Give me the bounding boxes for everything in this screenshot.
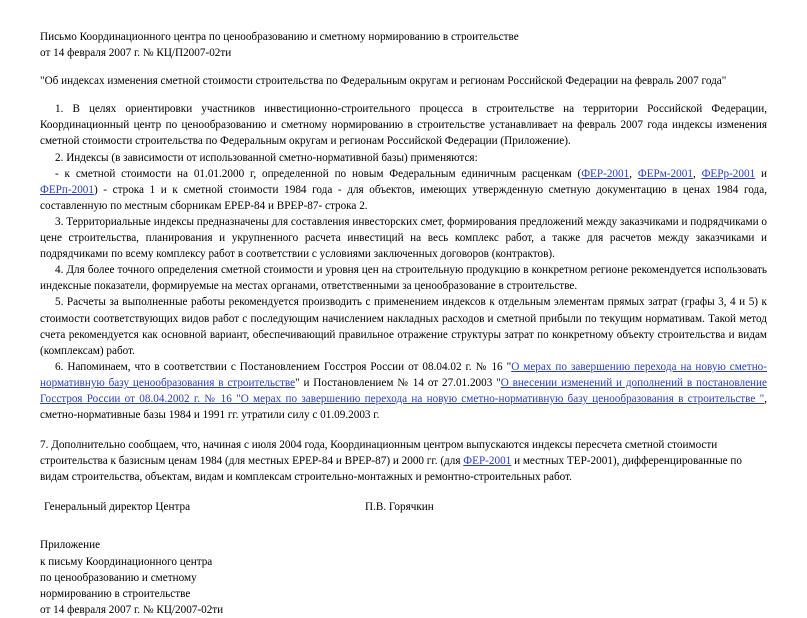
- link-gosstroy-resolution-14[interactable]: О внесении изменений и дополнений в постановление Госстроя России от 08.04.2002 г. № 16 "О мерах по завершению перехода на новую сметно-нормативную базу ценообразования в строительстве ": [40, 376, 767, 405]
- appendix-line: нормированию в строительстве: [40, 587, 191, 600]
- appendix-block: [40, 537, 767, 617]
- paragraph-6: [40, 359, 767, 423]
- p2a-separator: ,: [692, 167, 702, 180]
- appendix-line: Приложение: [40, 539, 101, 552]
- link-ferm-2001[interactable]: ФЕРм-2001: [637, 167, 693, 180]
- appendix-line: к письму Координационного центра: [40, 555, 213, 568]
- appendix-line: по ценообразованию и сметному: [40, 571, 197, 584]
- paragraph-7: [40, 437, 767, 485]
- p6-text: " и Постановлением № 14 от 27.01.2003 ": [295, 376, 501, 389]
- p6-text: 6. Напоминаем, что в соответствии с Постановлением Госстроя России от 08.04.02 г. № 16 ": [55, 360, 512, 373]
- document-page: [40, 29, 767, 618]
- paragraph-3: 3. Территориальные индексы предназначены для составления инвесторских смет, формирования предложений между заказчиками и подрядчиками о цене строительства, планирования и укрупненного расчета инвестиций на весь комплекс работ, а также для расчетов между заказчиками и подрядчиками по всему комплексу работ в соответствии с условиями заключенных договоров (контрактов).: [40, 215, 767, 261]
- p7-text: и местных ТЕР-2001), дифференцированные по видам строительства, объектам, видам и комплексам строительно-монтажных и ремонтно-строительных работ.: [40, 455, 742, 484]
- p2a-text: ) - строка 1 и к сметной стоимости 1984 года - для объектов, имеющих утвержденную сметную документацию в ценах 1984 года, составленную по местным сборникам ЕРЕР-84 и ВРЕР-87- строка 2.: [40, 183, 767, 212]
- link-ferr-2001[interactable]: ФЕРр-2001: [701, 167, 756, 180]
- p2a-separator: ,: [629, 167, 638, 180]
- link-fer-2001[interactable]: ФЕР-2001: [581, 167, 630, 180]
- signatory-name: П.В. Горячкин: [365, 501, 434, 514]
- p7-text: 7. Дополнительно сообщаем, что, начиная с июля 2004 года, Координационным центром выпускаются индексы пересчета сметной стоимости строительства к базисным ценам 1984 (для местных ЕРЕР-84 и ВРЕР-87) и 2000 гг. (для: [40, 439, 718, 468]
- p2a-text: - к сметной стоимости на 01.01.2000 г, определенной по новым Федеральным единичным расценкам (: [55, 167, 582, 180]
- link-fer-2001[interactable]: ФЕР-2001: [463, 455, 512, 468]
- paragraph-4: 4. Для более точного определения сметной стоимости и уровня цен на строительную продукцию в конкретном регионе рекомендуется использовать индексные показатели, формируемые на местах органами, ответственными за ценообразование в строительстве.: [40, 264, 767, 293]
- letter-header: [40, 29, 767, 61]
- p6-text: , сметно-нормативные базы 1984 и 1991 гг. утратили силу с 01.09.2003 г.: [40, 392, 767, 422]
- letter-title: Письмо Координационного центра по ценообразованию и сметному нормированию в строительстве: [40, 31, 519, 43]
- signature-block: [40, 499, 767, 517]
- link-gosstroy-resolution-16[interactable]: О мерах по завершению перехода на новую сметно-нормативную базу ценообразования в строительстве: [40, 360, 768, 389]
- paragraph-2: 2. Индексы (в зависимости от использованной сметно-нормативной базы) применяются:: [55, 151, 478, 164]
- paragraph-5: 5. Расчеты за выполненные работы рекомендуется производить с применением индексов к отдельным элементам прямых затрат (графы 3, 4 и 5) к стоимости соответствующих видов работ с последующим начислением накладных расходов и сметной прибыли по текущим нормативам. Такой метод счета рекомендуется как основной вариант, обеспечивающий правильное отражение структуры затрат по конкретному объекту строительства и видам (комплексам) работ.: [40, 296, 767, 357]
- paragraph-1: 1. В целях ориентировки участников инвестиционно-строительного процесса в строительстве на территории Российской Федерации, Координационный центр по ценообразованию и сметному нормированию в строительстве устанавливает на февраль 2007 года индексы изменения сметной стоимости строительства по Федеральным округам и регионам Российской Федерации (Приложение).: [40, 103, 767, 148]
- letter-subject: "Об индексах изменения сметной стоимости строительства по Федеральным округам и регионам Российской Федерации на февраль 2007 года": [40, 75, 727, 88]
- p2a-separator: и: [755, 167, 767, 180]
- paragraph-2-item: [40, 166, 767, 214]
- letter-date: от 14 февраля 2007 г. № КЦ/П2007-02ти: [40, 47, 232, 60]
- appendix-line: от 14 февраля 2007 г. № КЦ/2007-02ти: [40, 603, 224, 616]
- link-ferp-2001[interactable]: ФЕРп-2001: [40, 183, 94, 196]
- signatory-title: Генеральный директор Центра: [44, 501, 191, 514]
